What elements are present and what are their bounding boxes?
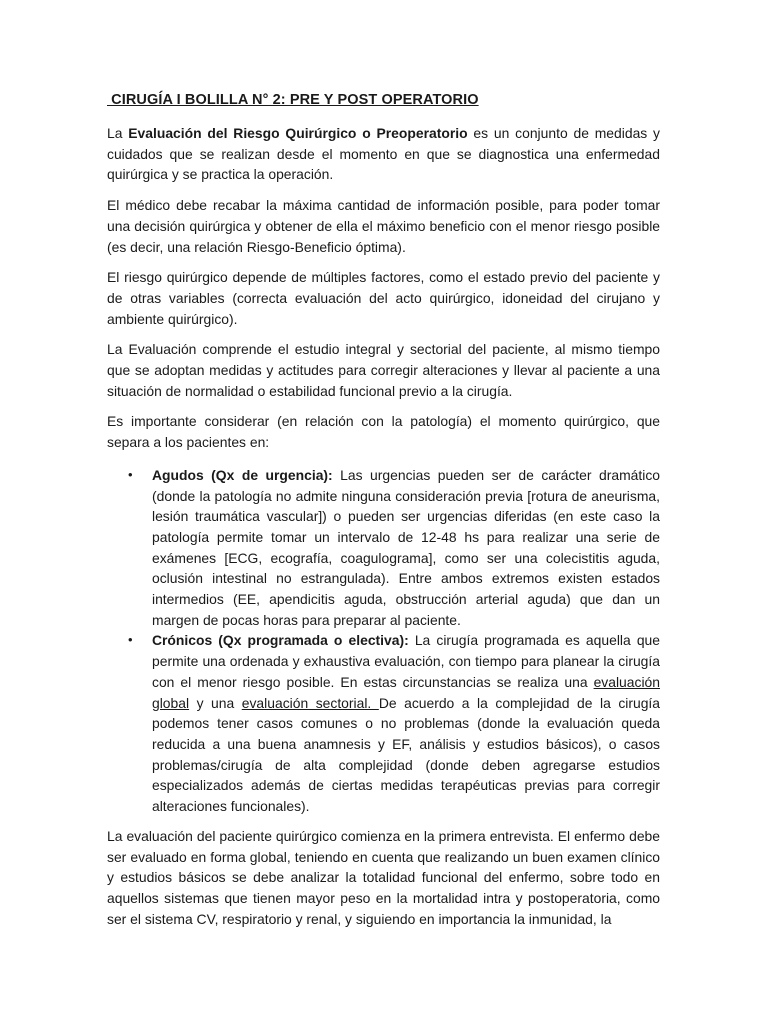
list-item-label: Agudos (Qx de urgencia): <box>152 466 333 483</box>
paragraph-riesgo-factores: El riesgo quirúrgico depende de múltiples factores, como el estado previo del paciente y de otras variables (correcta evaluación del acto quirúrgico, idoneidad del cirujano y ambiente quirúrgico). <box>107 269 660 327</box>
list-item-agudos <box>128 465 660 631</box>
page-title: CIRUGÍA I BOLILLA N° 2: PRE Y POST OPERATORIO <box>107 92 479 108</box>
list-item-label: Crónicos (Qx programada o electiva): <box>152 632 409 649</box>
bullet-icon: • <box>128 632 133 648</box>
underlined-term-evaluacion-global: evaluación global <box>152 673 660 711</box>
bullet-list <box>107 465 660 817</box>
list-item-text: De acuerdo a la complejidad de la cirugía podemos tener casos comunes o no problemas (donde la evaluación queda reducida a una buena anamnesis y EF, análisis y estudios básicos), o casos problemas/cirugía de alta complejidad (donde deben agregarse estudios especializados además de ciertas medidas terapéuticas previas para corregir alteraciones funcionales). <box>152 694 661 815</box>
paragraph-evaluacion-paciente: La evaluación del paciente quirúrgico comienza en la primera entrevista. El enfermo debe ser evaluado en forma global, teniendo en cuenta que realizando un buen examen clínico y estudios básicos se debe analizar la totalidad funcional del enfermo, sobre todo en aquellos sistemas que tienen mayor peso en la mortalidad intra y postoperatoria, como ser el sistema CV, respiratorio y renal, y siguiendo en importancia la inmunidad, la <box>107 827 660 927</box>
underlined-term-evaluacion-sectorial: evaluación sectorial. <box>241 694 379 711</box>
list-item-text: Las urgencias pueden ser de carácter dramático (donde la patología no admite ninguna consideración previa [rotura de aneurisma, lesión traumática vascular]) o pueden ser urgencias diferidas (en este caso la patología permite tomar un intervalo de 12-48 hs para realizar una serie de exámenes [ECG, ecografía, coagulograma], como ser una colecistitis aguda, oclusión intestinal no estrangulada). Entre ambos extremos existen estados intermedios (EE, apendicitis aguda, obstrucción arterial aguda) que dan un margen de pocas horas para preparar al paciente. <box>152 466 660 628</box>
paragraph-evaluacion-riesgo <box>107 123 660 185</box>
bullet-icon: • <box>128 466 133 482</box>
list-item-cronicos <box>128 630 661 816</box>
paragraph-text: La <box>107 125 129 141</box>
list-item-text: y una <box>189 694 242 711</box>
paragraph-medico: El médico debe recabar la máxima cantidad de información posible, para poder tomar una decisión quirúrgica y obtener de ella el máximo beneficio con el menor riesgo posible (es decir, una relación Riesgo-Beneficio óptima). <box>107 197 660 255</box>
paragraph-momento-quirurgico: Es importante considerar (en relación con la patología) el momento quirúrgico, que separa a los pacientes en: <box>107 413 660 451</box>
list-item-text: La cirugía programada es aquella que permite una ordenada y exhaustiva evaluación, con tiempo para planear la cirugía con el menor riesgo posible. En estas circunstancias se realiza una <box>152 632 661 690</box>
paragraph-evaluacion-comprende: La Evaluación comprende el estudio integral y sectorial del paciente, al mismo tiempo que se adoptan medidas y actitudes para corregir alteraciones y llevar al paciente a una situación de normalidad o estabilidad funcional previo a la cirugía. <box>107 341 660 399</box>
paragraph-text: es un conjunto de medidas y cuidados que se realizan desde el momento en que se diagnostica una enfermedad quirúrgica y se practica la operación. <box>107 125 660 183</box>
bold-term-evaluacion-riesgo: Evaluación del Riesgo Quirúrgico o Preoperatorio <box>128 125 468 141</box>
